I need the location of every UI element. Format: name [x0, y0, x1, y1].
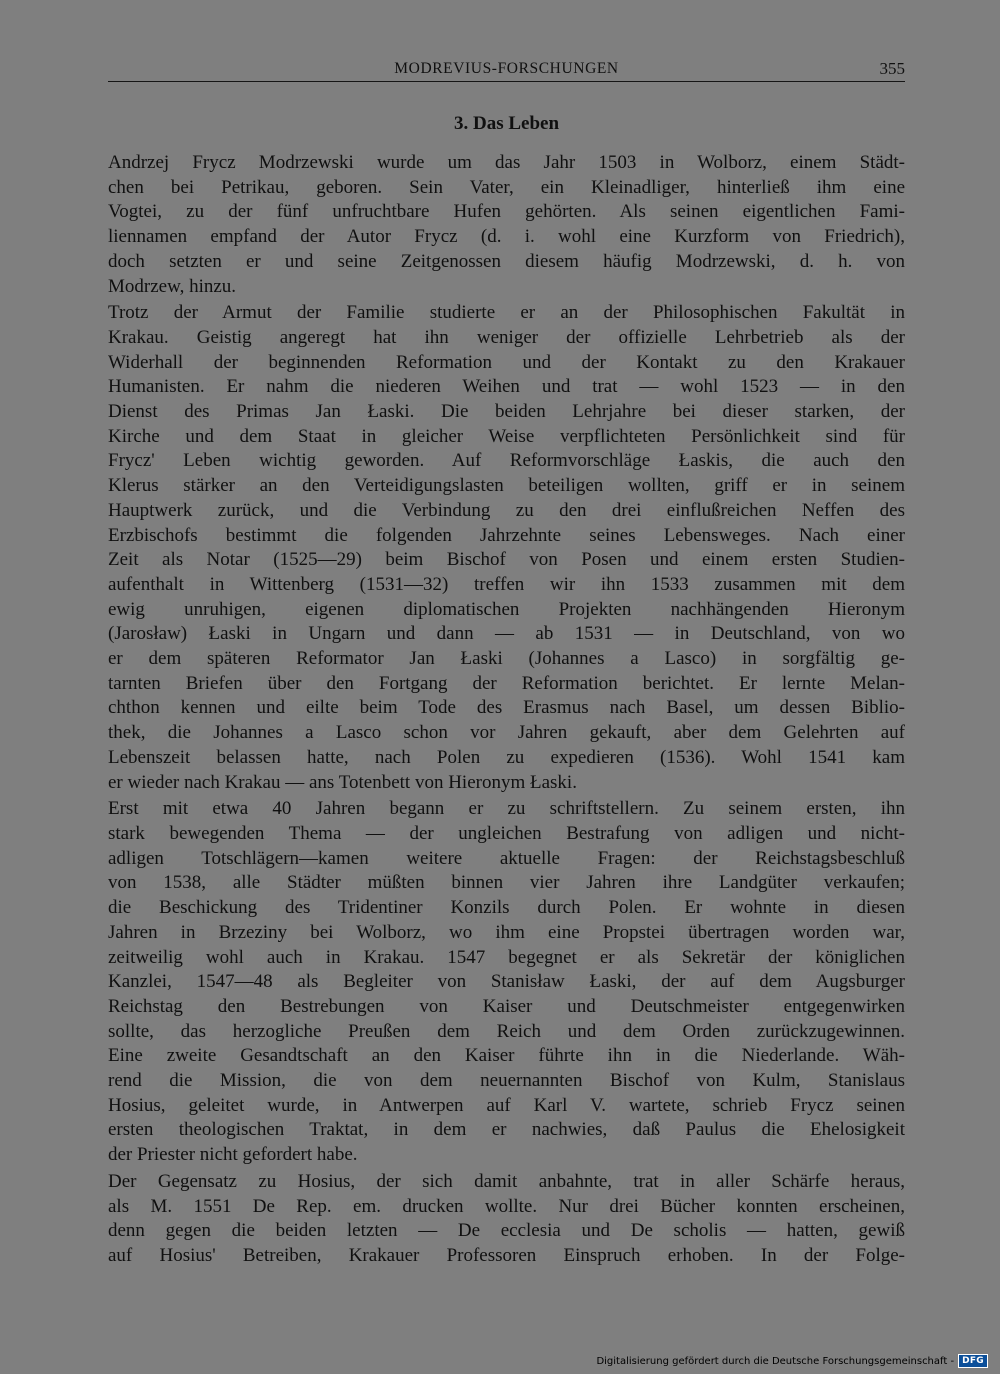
text-line: denn gegen die beiden letzten — De ecclesia und De scholis — hatten, gewiß [108, 1220, 905, 1242]
paragraph [108, 301, 905, 795]
text-line: chthon kennen und eilte beim Tode des Erasmus nach Basel, um dessen Biblio- [108, 697, 905, 719]
body-text [108, 151, 905, 1271]
text-line: Der Gegensatz zu Hosius, der sich damit anbahnte, trat in aller Schärfe heraus, [108, 1170, 905, 1192]
text-line: Andrzej Frycz Modrzewski wurde um das Jahr 1503 in Wolborz, einem Städt- [108, 152, 905, 173]
text-line: Eine zweite Gesandtschaft an den Kaiser führte ihn in die Niederlande. Wäh- [108, 1045, 905, 1067]
text-line: chen bei Petrikau, geboren. Sein Vater, ein Kleinadliger, hinterließ ihm eine [108, 176, 905, 198]
text-line: stark bewegenden Thema — der ungleichen Bestrafung von adligen und nicht- [108, 822, 905, 844]
text-line: Modrzew, hinzu. [108, 275, 237, 297]
text-line: ersten theologischen Traktat, in dem er nachwies, daß Paulus die Ehelosigkeit [108, 1119, 905, 1141]
text-line: der Priester nicht gefordert habe. [108, 1144, 358, 1166]
text-line: Kirche und dem Staat in gleicher Weise verpflichteten Persönlichkeit sind für [108, 425, 905, 447]
footer-credit: Digitalisierung gefördert durch die Deutsche Forschungsgemeinschaft - [596, 1355, 955, 1367]
text-line: Erst mit etwa 40 Jahren begann er zu schriftstellern. Zu seinem ersten, ihn [108, 798, 905, 820]
text-line: Frycz' Leben wichtig geworden. Auf Reformvorschläge Łaskis, die auch den [108, 450, 905, 472]
dfg-logo-icon: DFG [958, 1354, 988, 1368]
running-title: MODREVIUS-FORSCHUNGEN [394, 60, 619, 77]
text-line: adligen Totschlägern—kamen weitere aktuelle Fragen: der Reichstagsbeschluß [108, 847, 905, 869]
text-line: die Beschickung des Tridentiner Konzils durch Polen. Er wohnte in diesen [108, 897, 905, 919]
text-line: Lebenszeit belassen hatte, nach Polen zu expedieren (1536). Wohl 1541 kam [108, 746, 905, 768]
text-line: Erzbischofs bestimmt die folgenden Jahrzehnte seines Lebensweges. Nach einer [108, 524, 905, 546]
text-line: rend die Mission, die von dem neuernannten Bischof von Kulm, Stanislaus [108, 1070, 905, 1092]
text-line: Vogtei, zu der fünf unfruchtbare Hufen gehörten. Als seinen eigentlichen Fami- [108, 201, 905, 223]
running-head [108, 56, 905, 84]
text-line: als M. 1551 De Rep. em. drucken wollte. Nur drei Bücher konnten erscheinen, [108, 1195, 905, 1217]
text-line: tarnten Briefen über den Fortgang der Reformation berichtet. Er lernte Melan- [108, 672, 905, 694]
text-line: Zeit als Notar (1525—29) beim Bischof von Posen und einem ersten Studien- [108, 549, 905, 571]
text-line: Klerus stärker an den Verteidigungslasten beteiligen wollten, griff er in seinem [108, 475, 905, 497]
text-line: Krakau. Geistig angeregt hat ihn weniger der offizielle Lehrbetrieb als der [108, 326, 905, 348]
text-line: aufenthalt in Wittenberg (1531—32) treffen wir ihn 1533 zusammen mit dem [108, 573, 905, 595]
section-heading: 3. Das Leben [453, 113, 560, 134]
text-line: (Jarosław) Łaski in Ungarn und dann — ab 1531 — in Deutschland, von wo [108, 623, 905, 645]
text-line: Kanzlei, 1547—48 als Begleiter von Stanisław Łaski, der auf dem Augsburger [108, 971, 905, 993]
text-line: liennamen empfand der Autor Frycz (d. i. wohl eine Kurzform von Friedrich), [108, 226, 905, 248]
text-line: Reichstag den Bestrebungen von Kaiser und Deutschmeister entgegenwirken [108, 995, 905, 1017]
text-line: doch setzten er und seine Zeitgenossen diesem häufig Modrzewski, d. h. von [108, 250, 905, 272]
text-line: er dem späteren Reformator Jan Łaski (Johannes a Lasco) in sorgfältig ge- [108, 648, 905, 670]
paragraph [108, 151, 905, 299]
text-line: Humanisten. Er nahm die niederen Weihen und trat — wohl 1523 — in den [108, 376, 905, 398]
text-line: sollte, das herzogliche Preußen dem Reich und dem Orden zurückzugewinnen. [108, 1020, 905, 1042]
text-line: Hauptwerk zurück, und die Verbindung zu den drei einflußreichen Neffen des [108, 499, 905, 521]
text-line: Widerhall der beginnenden Reformation und der Kontakt zu den Krakauer [108, 351, 905, 373]
text-line: von 1538, alle Städter müßten binnen vier Jahren ihre Landgüter verkaufen; [108, 872, 905, 894]
text-line: Dienst des Primas Jan Łaski. Die beiden Lehrjahre bei dieser starken, der [108, 401, 905, 423]
text-line: ewig unruhigen, eigenen diplomatischen Projekten nachhängenden Hieronym [108, 598, 905, 620]
paragraph [108, 797, 905, 1168]
text-line: Trotz der Armut der Familie studierte er an der Philosophischen Fakultät in [108, 302, 905, 324]
text-line: er wieder nach Krakau — ans Totenbett von Hieronym Łaski. [108, 771, 577, 793]
text-line: zeitweilig wohl auch in Krakau. 1547 begegnet er als Sekretär der königlichen [108, 946, 905, 968]
text-line: Jahren in Brzeziny bei Wolborz, wo ihm eine Propstei übertragen worden war, [108, 921, 905, 943]
page-number: 355 [879, 59, 905, 78]
text-line: Hosius, geleitet wurde, in Antwerpen auf Karl V. wartete, schrieb Frycz seinen [108, 1094, 905, 1116]
footer [596, 1354, 988, 1368]
paragraph [108, 1170, 905, 1269]
text-line: auf Hosius' Betreiben, Krakauer Professoren Einspruch erhoben. In der Folge- [108, 1244, 905, 1266]
text-line: thek, die Johannes a Lasco schon vor Jahren gekauft, aber dem Gelehrten auf [108, 722, 905, 744]
header-rule [108, 81, 905, 82]
